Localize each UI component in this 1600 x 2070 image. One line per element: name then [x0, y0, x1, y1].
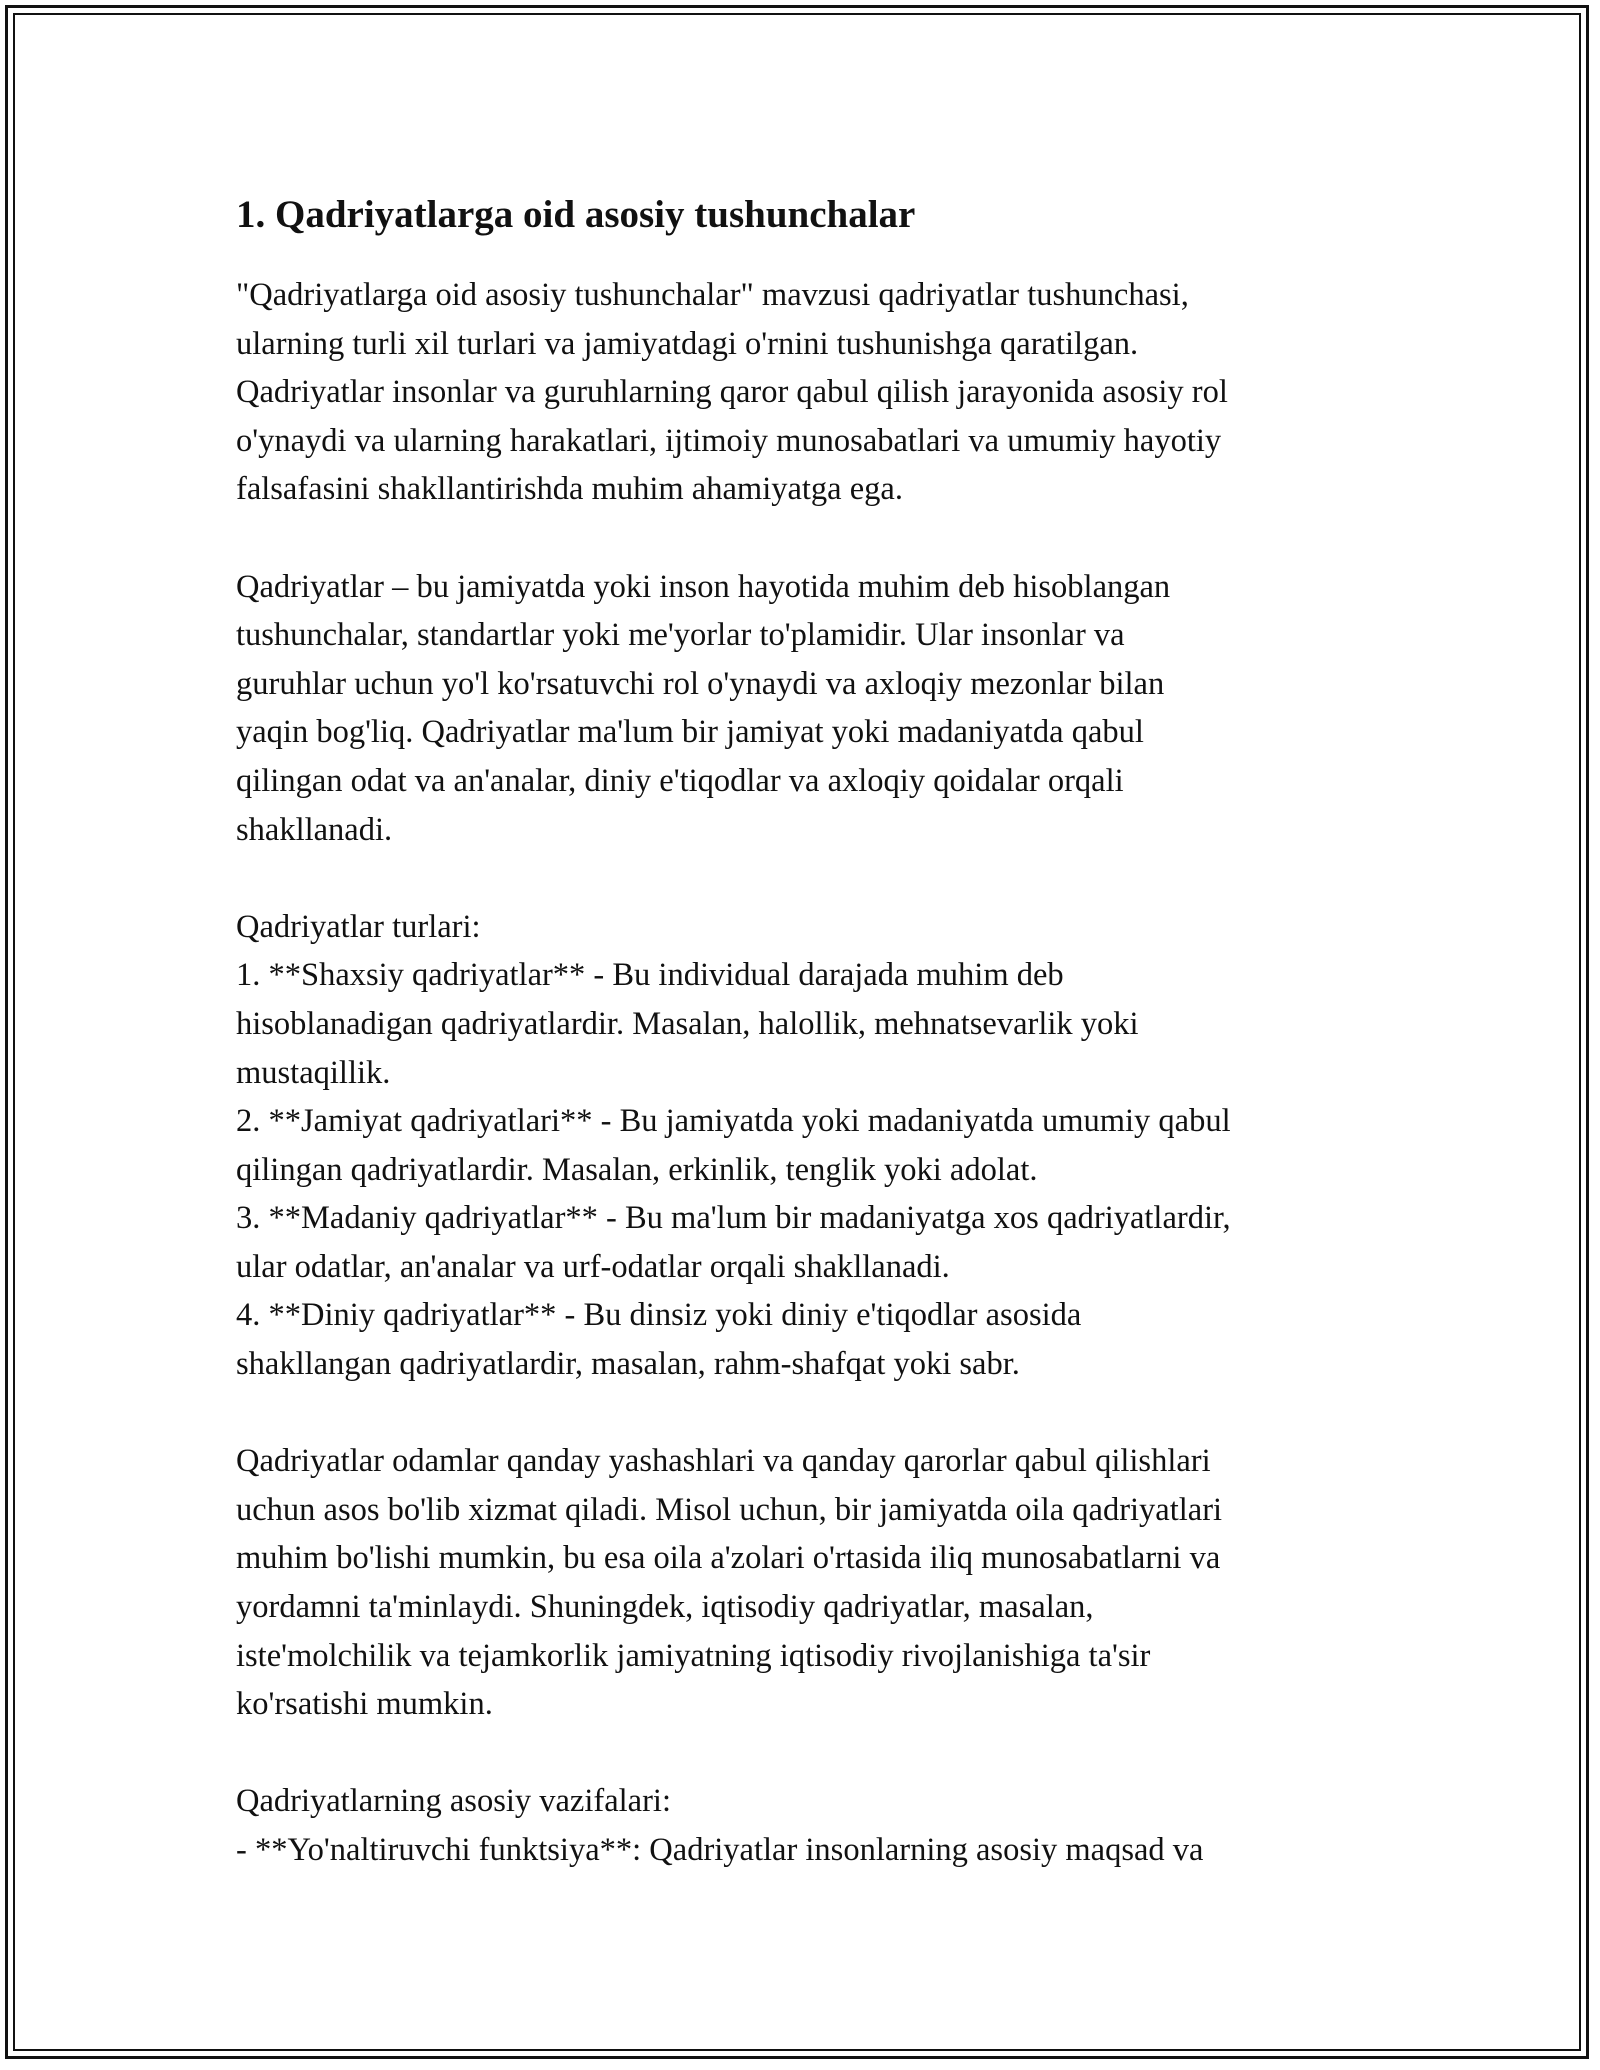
- document-title: 1. Qadriyatlarga oid asosiy tushunchalar: [236, 193, 916, 236]
- list-heading: Qadriyatlar turlari:: [236, 908, 481, 945]
- text-line: Qadriyatlar – bu jamiyatda yoki inson hayotida muhim deb hisoblangan: [236, 568, 1171, 605]
- text-line: ularning turli xil turlari va jamiyatdagi o'rnini tushunishga qaratilgan.: [236, 325, 1139, 362]
- paragraph-gap: [236, 514, 1376, 563]
- text-line: qilingan qadriyatlardir. Masalan, erkinlik, tenglik yoki adolat.: [236, 1151, 1038, 1188]
- text-line: muhim bo'lishi mumkin, bu esa oila a'zolari o'rtasida iliq munosabatlarni va: [236, 1540, 1221, 1577]
- list-item: 1. **Shaxsiy qadriyatlar** - Bu individual darajada muhim deb: [236, 957, 1064, 994]
- text-line: yaqin bog'liq. Qadriyatlar ma'lum bir jamiyat yoki madaniyatda qabul: [236, 714, 1144, 751]
- paragraph-gap: [236, 1389, 1376, 1438]
- text-line: shakllanadi.: [236, 811, 393, 848]
- text-line: yordamni ta'minlaydi. Shuningdek, iqtisodiy qadriyatlar, masalan,: [236, 1589, 1094, 1626]
- list-item: 2. **Jamiyat qadriyatlari** - Bu jamiyatda yoki madaniyatda umumiy qabul: [236, 1103, 1231, 1140]
- list-item: - **Yo'naltiruvchi funktsiya**: Qadriyatlar insonlarning asosiy maqsad va: [236, 1832, 1204, 1868]
- text-line: "Qadriyatlarga oid asosiy tushunchalar" mavzusi qadriyatlar tushunchasi,: [236, 277, 1189, 313]
- paragraph-value-types: [236, 903, 1376, 1389]
- text-line: iste'molchilik va tejamkorlik jamiyatning iqtisodiy rivojlanishiga ta'sir: [236, 1637, 1151, 1674]
- text-line: falsafasini shakllantirishda muhim ahamiyatga ega.: [236, 471, 903, 508]
- text-line: uchun asos bo'lib xizmat qiladi. Misol uchun, bir jamiyatda oila qadriyatlari: [236, 1491, 1223, 1528]
- text-line: qilingan odat va an'analar, diniy e'tiqodlar va axloqiy qoidalar orqali: [236, 762, 1124, 799]
- text-line: hisoblanadigan qadriyatlardir. Masalan, halollik, mehnatsevarlik yoki: [236, 1005, 1139, 1042]
- paragraph-definition: [236, 563, 1376, 855]
- paragraph-examples: [236, 1437, 1376, 1729]
- list-heading: Qadriyatlarning asosiy vazifalari:: [236, 1783, 671, 1820]
- paragraph-intro: [236, 271, 1376, 514]
- list-item: 4. **Diniy qadriyatlar** - Bu dinsiz yoki diniy e'tiqodlar asosida: [236, 1297, 1082, 1334]
- text-line: o'ynaydi va ularning harakatlari, ijtimoiy munosabatlari va umumiy hayotiy: [236, 422, 1222, 459]
- text-line: mustaqillik.: [236, 1054, 391, 1091]
- text-line: Qadriyatlar insonlar va guruhlarning qaror qabul qilish jarayonida asosiy rol: [236, 374, 1228, 411]
- paragraph-gap: [236, 854, 1376, 903]
- paragraph-functions: [236, 1777, 1376, 1874]
- text-line: guruhlar uchun yo'l ko'rsatuvchi rol o'ynaydi va axloqiy mezonlar bilan: [236, 665, 1165, 702]
- paragraph-gap: [236, 1729, 1376, 1778]
- list-item: 3. **Madaniy qadriyatlar** - Bu ma'lum bir madaniyatga xos qadriyatlardir,: [236, 1200, 1231, 1237]
- document-body: [236, 182, 1376, 1875]
- text-line: ular odatlar, an'analar va urf-odatlar orqali shakllanadi.: [236, 1248, 950, 1285]
- text-line: ko'rsatishi mumkin.: [236, 1686, 493, 1723]
- text-line: tushunchalar, standartlar yoki me'yorlar to'plamidir. Ular insonlar va: [236, 617, 1125, 654]
- text-line: Qadriyatlar odamlar qanday yashashlari va qanday qarorlar qabul qilishlari: [236, 1443, 1211, 1480]
- text-line: shakllangan qadriyatlardir, masalan, rahm-shafqat yoki sabr.: [236, 1346, 1020, 1383]
